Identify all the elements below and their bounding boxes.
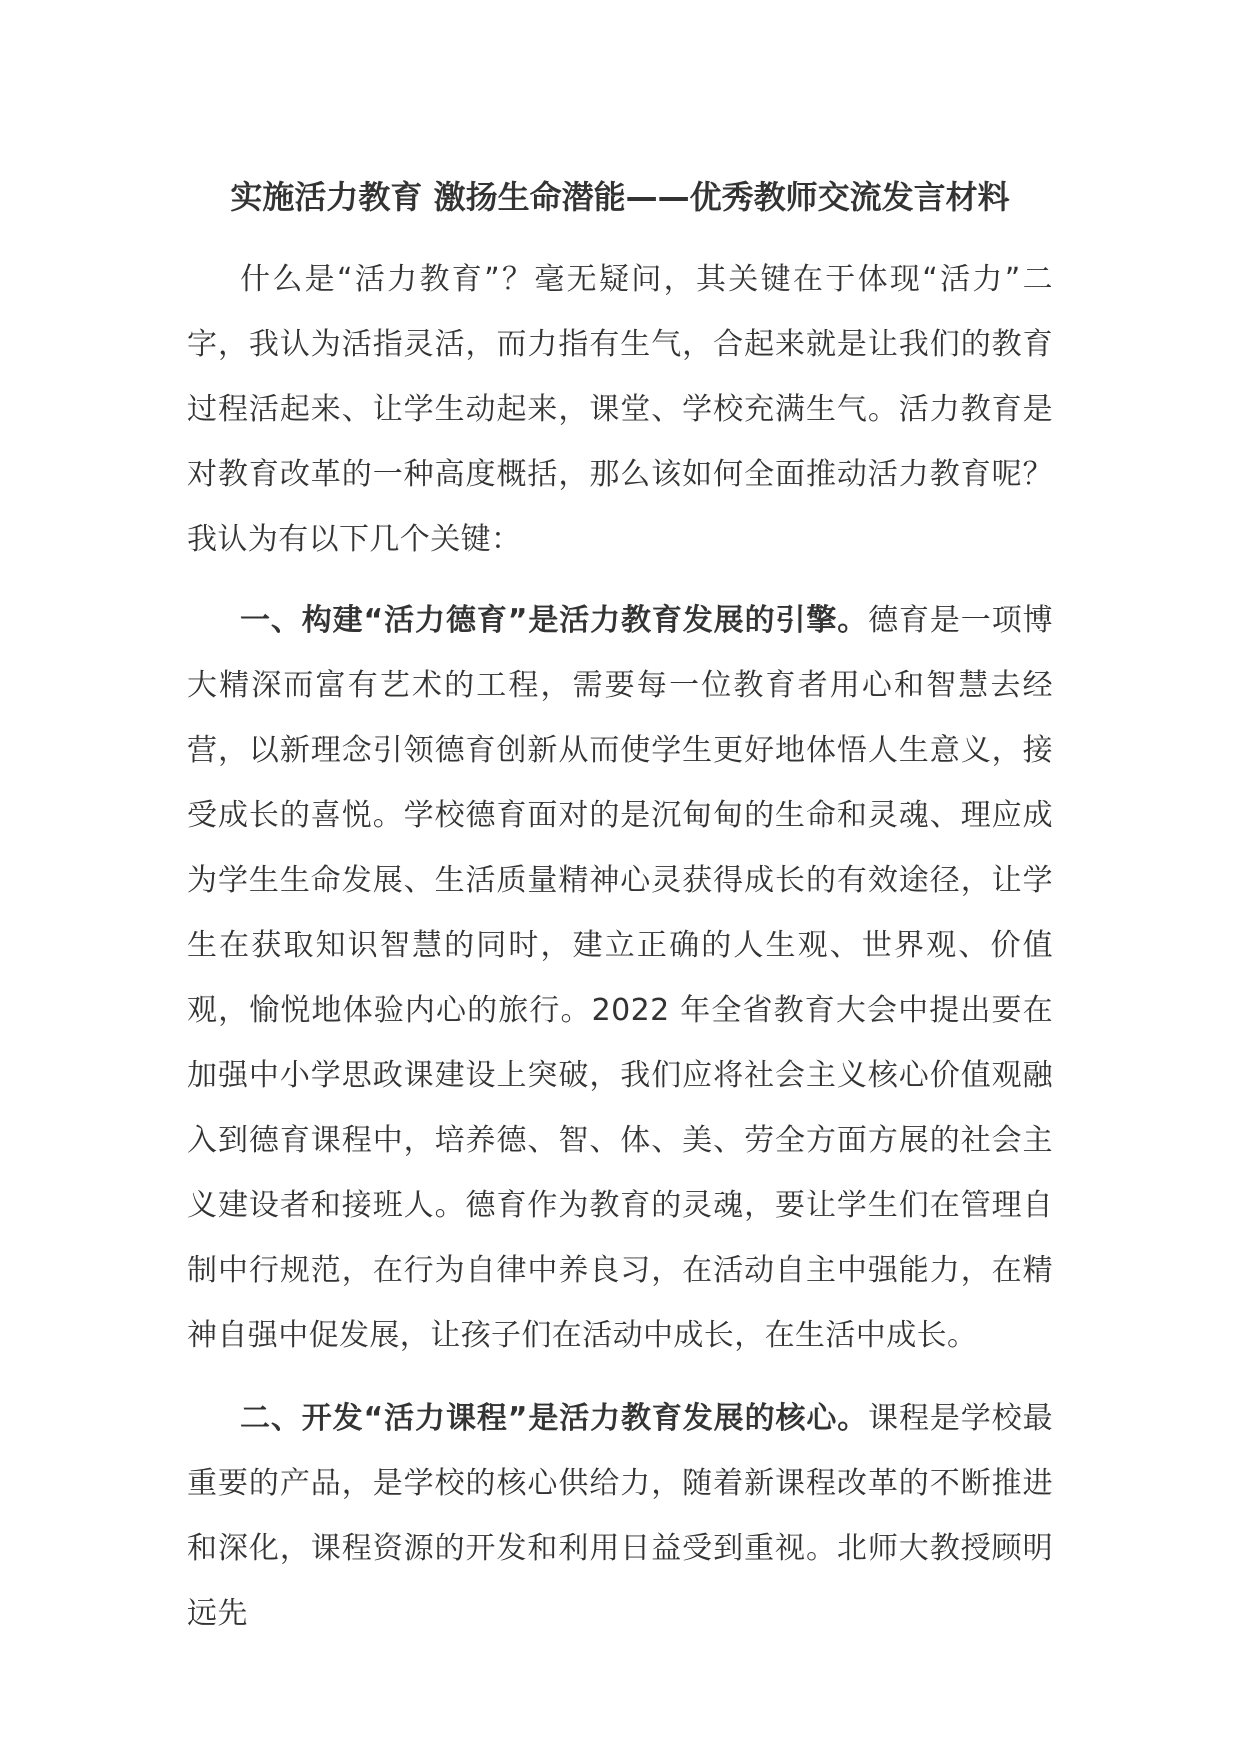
section-2-text: 课程是学校最重要的产品，是学校的核心供给力，随着新课程改革的不断推进和深化，课程资源的开发和利用日益受到重视。北师大教授顾明远先 (187, 1401, 1053, 1631)
section-1-heading: 一、构建“活力德育”是活力教育发展的引擎。 (240, 603, 869, 638)
section-2-heading: 二、开发“活力课程”是活力教育发展的核心。 (240, 1401, 869, 1436)
document-title: 实施活力教育 激扬生命潜能——优秀教师交流发言材料 (230, 178, 1010, 216)
paragraph-intro-text: 什么是“活力教育”？毫无疑问，其关键在于体现“活力”二字，我认为活指灵活，而力指有生气，合起来就是让我们的教育过程活起来、让学生动起来，课堂、学校充满生气。活力教育是对教育改革的一种高度概括，那么该如何全面推动活力教育呢？我认为有以下几个关键： (187, 262, 1053, 557)
section-1-text: 德育是一项博大精深而富有艺术的工程，需要每一位教育者用心和智慧去经营，以新理念引领德育创新从而使学生更好地体悟人生意义，接受成长的喜悦。学校德育面对的是沉甸甸的生命和灵魂、理应成为学生生命发展、生活质量精神心灵获得成长的有效途径，让学生在获取知识智慧的同时，建立正确的人生观、世界观、价值观，愉悦地体验内心的旅行。2022 年全省教育大会中提出要在加强中小学思政课建设上突破，我们应将社会主义核心价值观融入到德育课程中，培养德、智、体、美、劳全方面方展的社会主义建设者和接班人。德育作为教育的灵魂，要让学生们在管理自制中行规范，在行为自律中养良习，在活动自主中强能力，在精神自强中促发展，让孩子们在活动中成长，在生活中成长。 (187, 603, 1053, 1353)
paragraph-intro (187, 247, 1053, 572)
paragraph-section-2 (187, 1386, 1053, 1646)
paragraph-section-1 (187, 588, 1053, 1368)
